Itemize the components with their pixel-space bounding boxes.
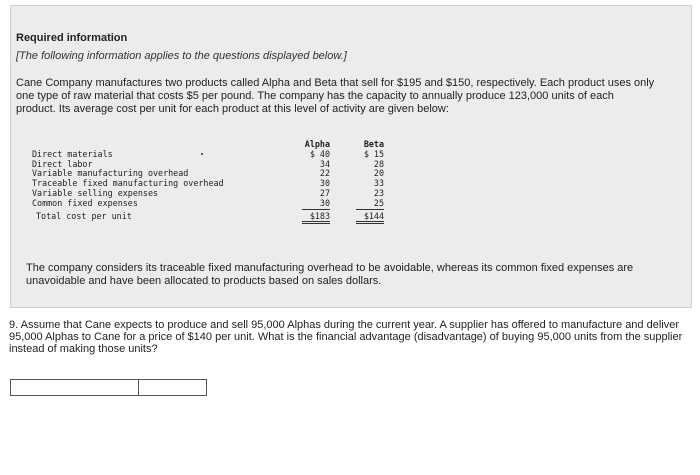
row-label: Common fixed expenses bbox=[32, 198, 138, 209]
dot-marker bbox=[201, 153, 203, 155]
beta-value: 33 bbox=[373, 178, 384, 189]
alpha-value: 34 bbox=[319, 158, 330, 169]
cost-table bbox=[30, 140, 384, 224]
alpha-value: $ 40 bbox=[309, 148, 330, 159]
row-label: Variable selling expenses bbox=[32, 187, 159, 198]
required-information-title: Required information bbox=[16, 32, 128, 44]
beta-value: 20 bbox=[373, 168, 384, 179]
beta-value: 25 bbox=[356, 199, 384, 209]
answer-row bbox=[10, 379, 207, 396]
question-9: 9. Assume that Cane expects to produce and sell 95,000 Alphas during the current year. A supplier has offered to manufacture and deliver 95,000 Alphas to Cane for a price of $140 per unit. What is the financial advantage (disadvantage) of buying 95,000 units from the supplier instead of making those units? bbox=[9, 319, 683, 355]
alpha-value: 27 bbox=[319, 187, 330, 198]
alpha-value: 30 bbox=[302, 199, 330, 209]
total-row bbox=[30, 209, 384, 223]
alpha-value: 22 bbox=[319, 168, 330, 179]
alpha-total: $183 bbox=[302, 209, 330, 223]
row-label: Direct materials bbox=[32, 148, 113, 159]
beta-header: Beta bbox=[363, 139, 384, 149]
company-intro: Cane Company manufactures two products called Alpha and Beta that sell for $195 and $150, respectively. Each product uses only one type of raw material that costs $5 per pound. The company has the capacity to annually produce 123,000 units of each product. Its average cost per unit for each product at this level of activity are given below: bbox=[16, 77, 655, 115]
row-label: Traceable fixed manufacturing overhead bbox=[32, 178, 224, 189]
alpha-header: Alpha bbox=[304, 139, 330, 149]
beta-total: $144 bbox=[356, 209, 384, 223]
applies-note: [The following information applies to the questions displayed below.] bbox=[16, 50, 347, 62]
answer-amount-input[interactable] bbox=[139, 380, 289, 395]
answer-label-input[interactable] bbox=[11, 380, 139, 395]
beta-value: 23 bbox=[373, 187, 384, 198]
row-label: Variable manufacturing overhead bbox=[32, 168, 189, 179]
table-row bbox=[30, 199, 384, 209]
avoidable-overhead-note: The company considers its traceable fixed manufacturing overhead to be avoidable, whereas its common fixed expenses are unavoidable and have been allocated to products based on sales dollars. bbox=[26, 262, 634, 287]
beta-value: 28 bbox=[373, 158, 384, 169]
total-label: Total cost per unit bbox=[36, 211, 132, 222]
row-label: Direct labor bbox=[32, 158, 93, 169]
beta-value: $ 15 bbox=[363, 148, 384, 159]
alpha-value: 30 bbox=[319, 178, 330, 189]
